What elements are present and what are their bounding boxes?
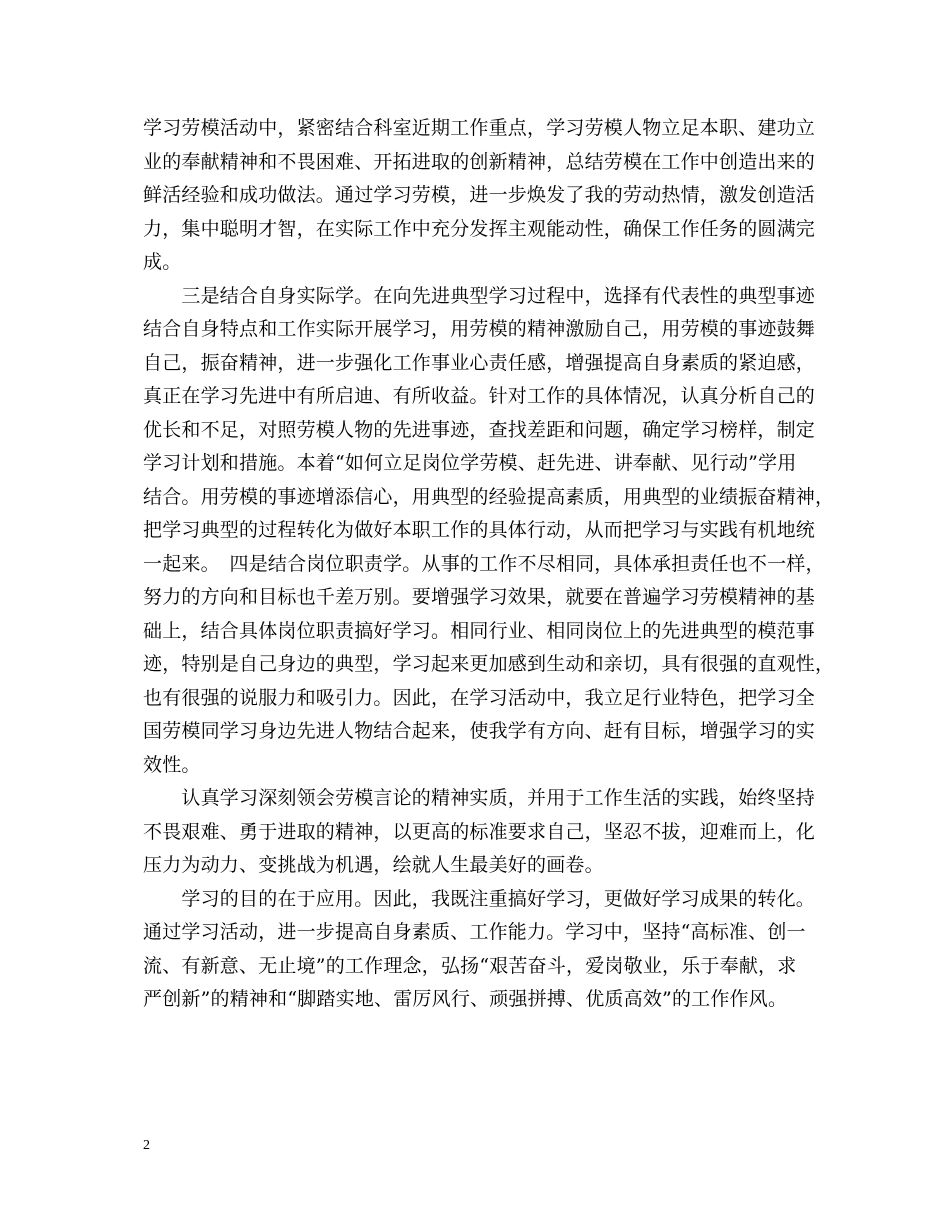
text-line: 学习劳模活动中，紧密结合科室近期工作重点，学习劳模人物立足本职、建功立: [143, 117, 816, 139]
text-line: 础上，结合具体岗位职责搞好学习。相同行业、相同岗位上的先进典型的模范事: [143, 619, 816, 642]
text-line: 优长和不足，对照劳模人物的先进事迹，查找差距和问题，确定学习榜样，制定: [143, 418, 816, 441]
text-line: 结合自身特点和工作实际开展学习，用劳模的精神激励自己，用劳模的事迹鼓舞: [143, 318, 816, 340]
text-line: 压力为动力、变挑战为机遇，绘就人生最美好的画卷。: [143, 854, 604, 876]
page-number: 2: [143, 1138, 150, 1153]
text-line: 鲜活经验和成功做法。通过学习劳模，进一步焕发了我的劳动热情，激发创造活: [143, 184, 816, 206]
text-line: 也有很强的说服力和吸引力。因此，在学习活动中，我立足行业特色，把学习全: [143, 686, 816, 709]
text-line: 自己，振奋精神，进一步强化工作事业心责任感，增强提高自身素质的紧迫感，: [143, 351, 816, 374]
text-line: 通过学习活动，进一步提高自身素质、工作能力。学习中，坚持“高标准、创一: [143, 921, 806, 943]
text-line: 力，集中聪明才智，在实际工作中充分发挥主观能动性，确保工作任务的圆满完: [143, 217, 816, 240]
text-line: 效性。: [143, 753, 201, 776]
text-line: 国劳模同学习身边先进人物结合起来，使我学有方向、赶有目标，增强学习的实: [143, 720, 816, 742]
text-line: 三是结合自身实际学。在向先进典型学习过程中，选择有代表性的典型事迹: [143, 284, 816, 307]
text-line: 认真学习深刻领会劳模言论的精神实质，并用于工作生活的实践，始终坚持: [143, 787, 816, 809]
text-line: 流、有新意、无止境”的工作理念，弘扬“艰苦奋斗，爱岗敬业，乐于奉献，求: [143, 954, 797, 977]
text-line: 不畏艰难、勇于进取的精神，以更高的标准要求自己，坚忍不拔，迎难而上，化: [143, 820, 816, 843]
text-line: 成。: [143, 251, 182, 273]
text-line: 业的奉献精神和不畏困难、开拓进取的创新精神，总结劳模在工作中创造出来的: [143, 150, 816, 173]
body-text: [143, 112, 835, 1017]
text-line: 学习的目的在于应用。因此，我既注重搞好学习，更做好学习成果的转化。: [143, 887, 816, 910]
text-line: 真正在学习先进中有所启迪、有所收益。针对工作的具体情况，认真分析自己的: [143, 385, 816, 407]
text-line: 努力的方向和目标也千差万别。要增强学习效果，就要在普遍学习劳模精神的基: [143, 586, 816, 608]
text-line: 把学习典型的过程转化为做好本职工作的具体行动，从而把学习与实践有机地统: [143, 519, 816, 541]
text-line: 严创新”的精神和“脚踏实地、雷厉风行、顽强拼搏、优质高效”的工作作风。: [143, 988, 788, 1010]
text-line: 迹，特别是自己身边的典型，学习起来更加感到生动和亲切，具有很强的直观性，: [143, 653, 835, 675]
text-line: 一起来。 四是结合岗位职责学。从事的工作不尽相同，具体承担责任也不一样，: [143, 552, 825, 575]
text-line: 学习计划和措施。本着“如何立足岗位学劳模、赶先进、讲奉献、见行动”学用: [143, 452, 797, 474]
text-line: 结合。用劳模的事迹增添信心，用典型的经验提高素质，用典型的业绩振奋精神，: [143, 485, 835, 508]
